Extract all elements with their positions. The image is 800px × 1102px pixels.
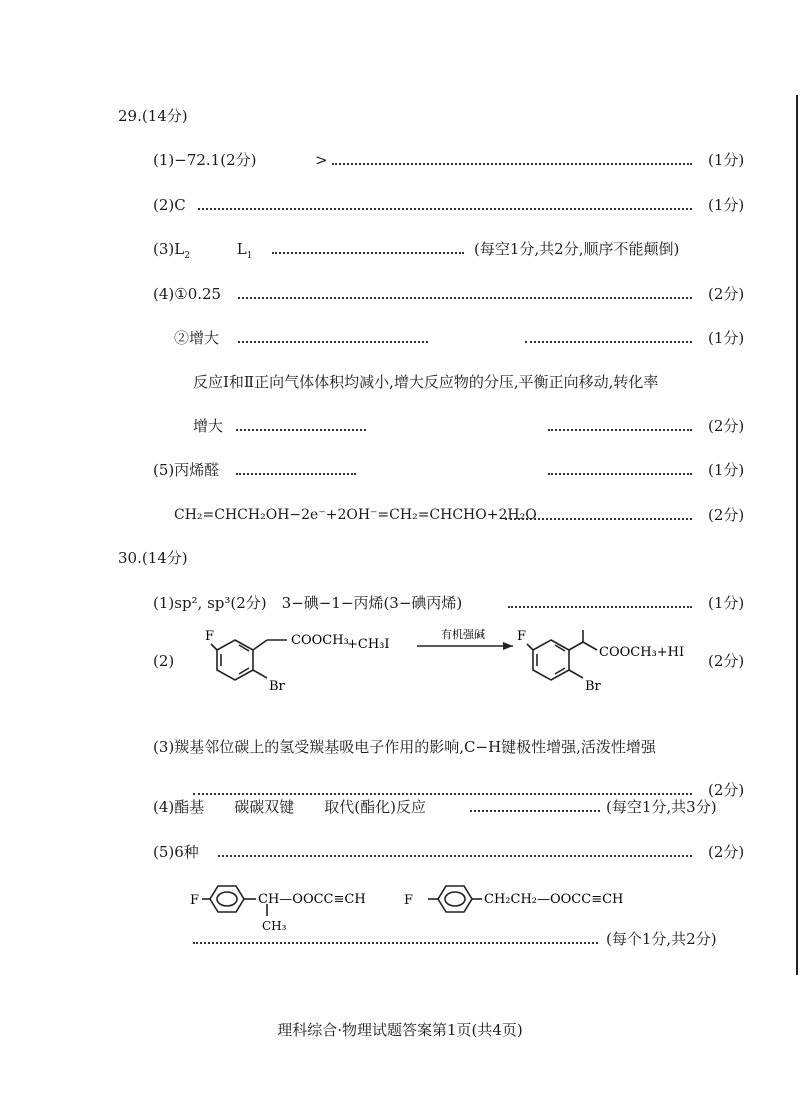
q29-p4-score: (2分): [708, 285, 745, 303]
isomer-2-chain: CH₂CH₂—OOCC≡CH: [484, 892, 624, 907]
reactant-benzene-ring: [211, 640, 287, 680]
q29-p3-answer-a: (3)L: [153, 240, 185, 258]
leader-dots: [236, 470, 356, 475]
leader-dots: [272, 249, 464, 254]
reactant-f-label: F: [205, 629, 215, 644]
reaction-scheme: [195, 618, 705, 696]
q30-header: 30.(14分): [118, 549, 188, 567]
q30-p1-score: (1分): [708, 594, 745, 612]
isomer-2-f-label: F: [404, 893, 414, 908]
leader-dots: [548, 470, 692, 475]
isomer-structures: [190, 872, 670, 934]
q30-p4-score: (每空1分,共3分): [606, 798, 717, 816]
leader-dots: [193, 790, 692, 795]
product-br-label: Br: [585, 679, 601, 694]
reactant-side-chain: COOCH₃: [291, 633, 349, 648]
q29-p5b-equation: CH₂=CHCH₂OH−2e⁻+2OH⁻=CH₂=CHCHO+2H₂O: [174, 507, 537, 523]
q29-p3-sub-a: 2: [184, 251, 190, 261]
isomer-1-chain: CH—OOCC≡CH: [258, 892, 366, 907]
leader-dots: [332, 160, 692, 165]
q29-p3-answer: [153, 239, 252, 266]
q29-p1-score: (1分): [708, 151, 745, 169]
q29-p5-answer: (5)丙烯醛: [153, 461, 220, 479]
reaction-condition: 有机强碱: [441, 628, 485, 641]
q29-p2-answer: (2)C: [153, 196, 186, 214]
q29-p1-answer: (1)−72.1(2分): [153, 151, 257, 169]
isomer-1-methyl: CH₃: [262, 919, 287, 933]
q29-p2-score: (1分): [708, 196, 745, 214]
q30-p4-answer: (4)酯基 碳碳双键 取代(酯化)反应: [153, 798, 426, 816]
q30-p3-line1: (3)羰基邻位碳上的氢受羰基吸电子作用的影响,C−H键极性增强,活泼性增强: [153, 738, 656, 756]
product-side-chain: COOCH₃+HI: [599, 645, 685, 660]
arrow-head-icon: [503, 642, 513, 650]
q29-p4-answer: (4)①0.25: [153, 285, 222, 303]
product-f-label: F: [517, 629, 527, 644]
right-margin-rule: [796, 95, 798, 975]
leader-dots: [505, 515, 692, 520]
q29-p3-answer-b: L: [236, 240, 247, 258]
isomer-1-f-label: F: [190, 893, 200, 908]
leader-dots: [236, 426, 366, 431]
q29-p4c-line2: 增大: [193, 417, 224, 435]
q29-p4c-line1: 反应Ⅰ和Ⅱ正向气体体积均减小,增大反应物的分压,平衡正向移动,转化率: [193, 373, 659, 391]
q30-p5-score: (2分): [708, 843, 745, 861]
reactant-plus-ch3i: +CH₃I: [347, 637, 390, 652]
page-footer: 理科综合·物理试题答案第1页(共4页): [277, 1021, 523, 1039]
leader-dots: [525, 338, 692, 343]
q29-p3-score: (每空1分,共2分,顺序不能颠倒): [474, 240, 680, 258]
product-benzene-ring: [527, 630, 597, 680]
reactant-br-label: Br: [269, 679, 285, 694]
leader-dots: [238, 338, 428, 343]
q29-p4c-score: (2分): [708, 417, 745, 435]
leader-dots: [238, 294, 692, 299]
q29-p5-score: (1分): [708, 461, 745, 479]
leader-dots: [508, 603, 692, 608]
q29-p4b-answer: ②增大: [174, 329, 220, 347]
q29-p4b-score: (1分): [708, 329, 745, 347]
q29-p1-extra: >: [315, 151, 328, 169]
leader-dots: [218, 852, 692, 857]
q30-p1-answer: (1)sp², sp³(2分) 3−碘−1−丙烯(3−碘丙烯): [153, 594, 463, 612]
q30-p5b-score: (每个1分,共2分): [606, 930, 717, 948]
leader-dots: [470, 807, 600, 812]
isomer-2-benzene-ring: [428, 886, 482, 912]
leader-dots: [193, 939, 598, 944]
q30-p5-answer: (5)6种: [153, 843, 199, 861]
q30-p3-score: (2分): [708, 781, 745, 799]
q30-p2-score: (2分): [708, 652, 745, 670]
leader-dots: [548, 426, 692, 431]
q29-header: 29.(14分): [118, 107, 188, 125]
q29-p5b-score: (2分): [708, 506, 745, 524]
leader-dots: [198, 205, 692, 210]
q30-p2-label: (2): [153, 652, 175, 670]
q29-p3-sub-b: 1: [246, 251, 253, 261]
